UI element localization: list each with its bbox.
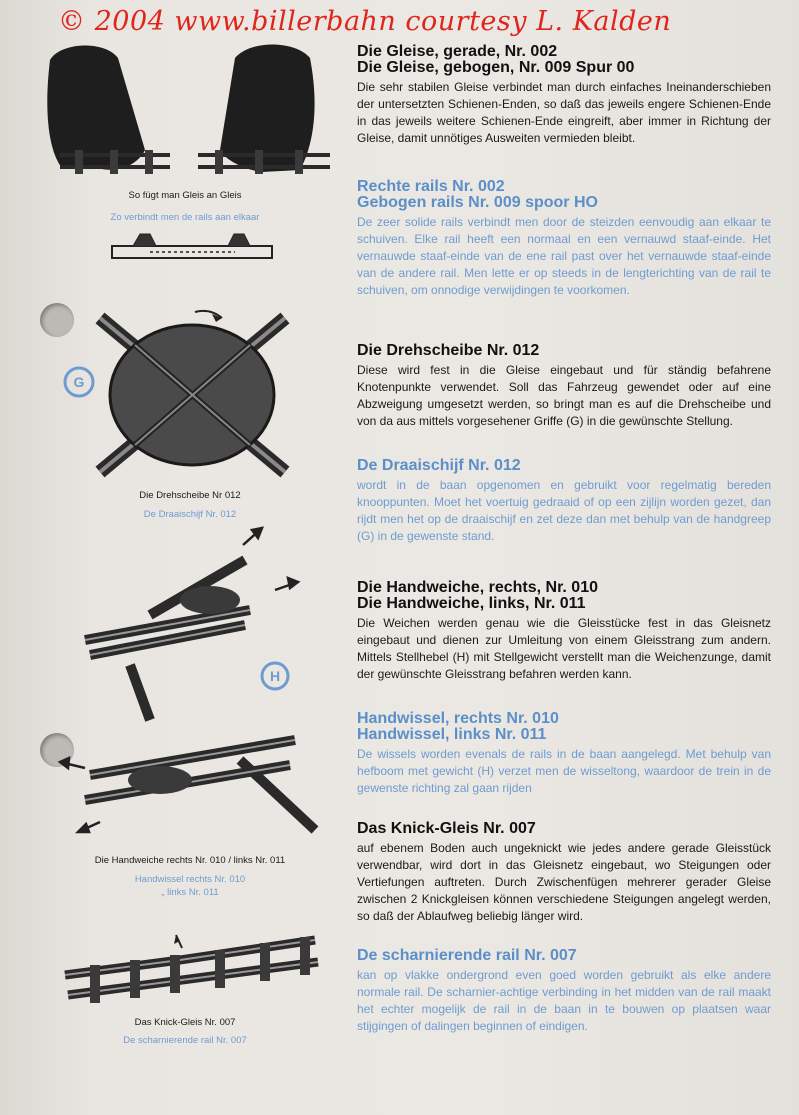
section-scharnierende-rail-nl <box>357 948 771 1035</box>
switch-label-h: H <box>269 668 281 684</box>
caption-switch-nl-2: „ links Nr. 011 <box>161 887 219 898</box>
caption-join-de: So fügt man Gleis an Gleis <box>128 190 242 201</box>
section-body: Diese wird fest in die Gleise eingebaut und für ständig befahrene Knotenpunkte verwendet. Soll das Fahrzeug gewendet oder auf eine Abzweigung umgesetzt werden, so bringt man es auf die Drehscheibe und von da aus mittels vorgesehener Griffe (G) in die gewünschte Stellung. <box>357 363 771 428</box>
section-body: De wissels worden evenals de rails in de baan aangelegd. Met behulp van hefboom met gewicht (H) verzet men de wisseltong, waardoor de trein in de gewenste richting zal gaan rijden <box>357 747 771 795</box>
section-heading: Die Handweiche, rechts, Nr. 010 <box>357 579 598 596</box>
section-body: Die Weichen werden genau wie die Gleisstücke fest in das Gleisnetz eingebaut und dienen zur Umleitung von einem Gleisstrang zum andern. Mittels Stellhebel (H) mit Stellgewicht verstellt man die Weichenzunge, damit der gewünschte Gleisstrang befahren werden kann. <box>357 616 771 681</box>
section-heading: Handwissel, rechts Nr. 010 <box>357 710 559 727</box>
caption-switch-de: Die Handweiche rechts Nr. 010 / links Nr. 011 <box>94 855 286 866</box>
caption-join-nl: Zo verbindt men de rails aan elkaar <box>110 212 260 223</box>
section-body: wordt in de baan opgenomen en gebruikt voor regelmatig bereden knooppunten. Moet het voertuig gedraaid of op een zijlijn worden gezet, dan rijdt men het op de draaischijf en zet deze dan met behulp van de handgreep (G) in de gewenste stand. <box>357 478 771 543</box>
section-heading: Das Knick-Gleis Nr. 007 <box>357 820 536 837</box>
watermark: © 2004 www.billerbahn courtesy L. Kalden <box>58 6 672 37</box>
section-knick-gleis-de <box>357 821 771 925</box>
knick-gleis-illustration <box>65 935 318 1003</box>
caption-turntable-nl: De Draaischijf Nr. 012 <box>143 509 237 520</box>
caption-turntable-de: Die Drehscheibe Nr 012 <box>139 490 241 501</box>
section-gleise-de <box>357 44 771 147</box>
hands-joining-tracks-illustration <box>47 45 330 175</box>
section-heading: Die Gleise, gerade, Nr. 002 <box>357 43 558 60</box>
section-heading: Die Drehscheibe Nr. 012 <box>357 342 540 359</box>
turntable-label-g: G <box>73 374 85 390</box>
section-body: kan op vlakke ondergrond even goed worden gebruikt als elke andere normale rail. De scharnier-achtige verbinding in het midden van de rail maakt het echter mogelijk de rail in de baan in te bouwen op plaatsen waar stijgingen of dalingen beginnen of eindigen. <box>357 968 771 1033</box>
section-drehscheibe-de <box>357 343 771 430</box>
section-handweiche-de <box>357 580 771 683</box>
section-heading: Gebogen rails Nr. 009 spoor HO <box>357 194 598 211</box>
rail-joint-illustration <box>112 234 272 258</box>
section-heading: Rechte rails Nr. 002 <box>357 178 505 195</box>
section-handwissel-nl <box>357 711 771 797</box>
caption-knick-de: Das Knick-Gleis Nr. 007 <box>134 1017 236 1028</box>
section-draaischijf-nl <box>357 458 771 545</box>
section-rails-nl <box>357 179 771 299</box>
section-body: auf ebenem Boden auch ungeknickt wie jedes andere gerade Gleisstück verwendbar, wird dort in das Gleisnetz eingebaut, wo Steigungen oder Vertiefungen auftreten. Durch Zwischenfügen mehrerer gerader Gleise zwischen 2 Knickgleisen können verschiedene Steigungen angelegt werden, so daß der Ablaufweg beliebig länger wird. <box>357 841 771 923</box>
section-heading: Die Handweiche, links, Nr. 011 <box>357 595 586 612</box>
caption-switch-nl-1: Handwissel rechts Nr. 010 <box>134 874 246 885</box>
turntable-illustration <box>65 311 285 472</box>
caption-knick-nl: De scharnierende rail Nr. 007 <box>123 1035 247 1046</box>
section-heading: Die Gleise, gebogen, Nr. 009 Spur 00 <box>357 59 635 76</box>
section-body: Die sehr stabilen Gleise verbindet man durch einfaches Ineinanderschieben der untersetzten Schienen-Enden, so daß das jeweils engere Schienen-Ende in das jeweils weitere Schienen-Ende eingreift, aber immer in Richtung der Gleise, damit unnötiges Ausweiten vermieden bleibt. <box>357 80 771 145</box>
section-heading: De scharnierende rail Nr. 007 <box>357 947 577 964</box>
section-heading: Handwissel, links Nr. 011 <box>357 726 547 743</box>
section-body: De zeer solide rails verbindt men door de steizden eenvoudig aan elkaar te schuiven. Elke rail heeft een normaal en een vernauwd staaf-einde. Het vernauwde staaf-einde van de ene rail past over het vernauwde staaf-einde van de andere rail. Men lette er op steeds in de lengterichting van de rail te schuiven, om onnodige verwijdingen te voorkomen. <box>357 215 771 297</box>
section-heading: De Draaischijf Nr. 012 <box>357 457 521 474</box>
